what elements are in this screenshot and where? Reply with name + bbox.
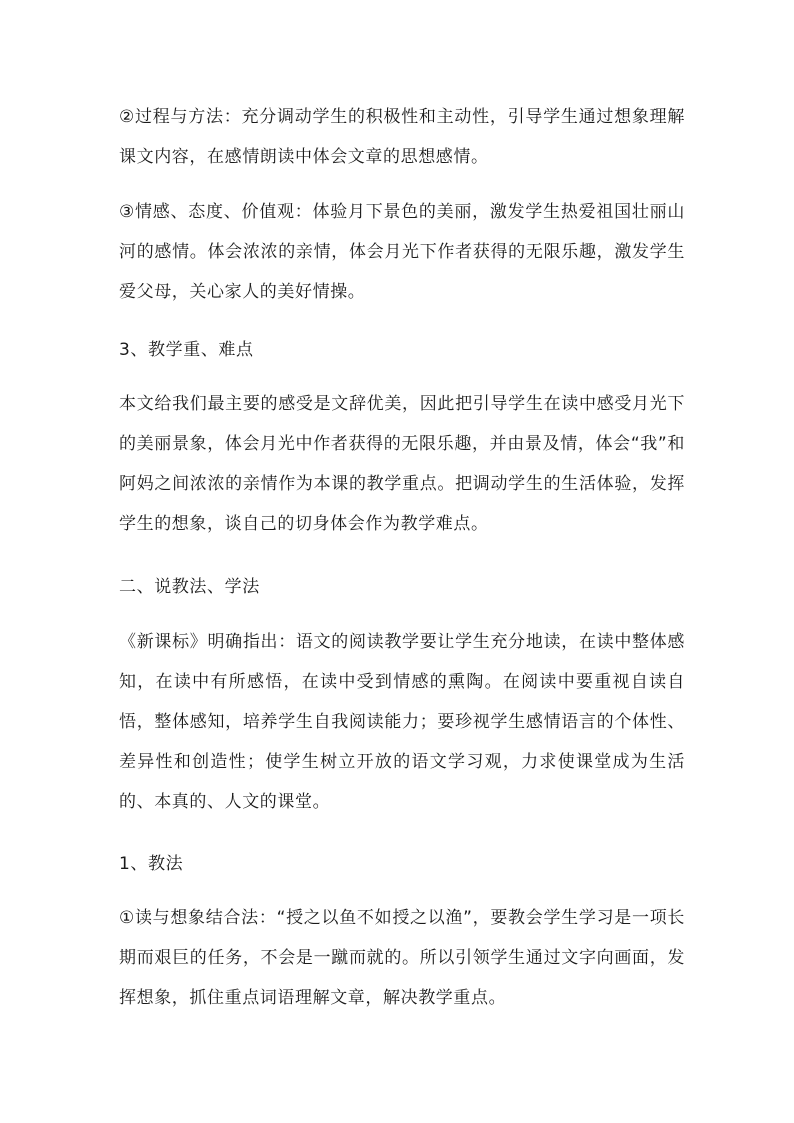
paragraph-process-and-method: ②过程与方法：充分调动学生的积极性和主动性，引导学生通过想象理解课文内容，在感情朗读中体会文章的思想感情。: [119, 107, 685, 167]
paragraph-key-difficult-points: 本文给我们最主要的感受是文辞优美，因此把引导学生在读中感受月光下的美丽景象，体会月光中作者获得的无限乐趣，并由景及情，体会“我”和阿妈之间浓浓的亲情作为本课的教学重点。把调动学生的生活体验，发挥学生的想象，谈自己的切身体会作为教学难点。: [119, 394, 685, 534]
heading-teaching-key-difficult-points: 3、教学重、难点: [119, 340, 254, 360]
paragraph-emotion-attitude-values: ③情感、态度、价值观：体验月下景色的美丽，激发学生热爱祖国壮丽山河的感情。体会浓浓的亲情，体会月光下作者获得的无限乐趣，激发学生爱父母，关心家人的美好情操。: [119, 202, 685, 302]
paragraph-reading-imagination-method: ①读与想象结合法：“授之以鱼不如授之以渔”，要教会学生学习是一项长期而艰巨的任务，不会是一蹴而就的。所以引领学生通过文字向画面，发挥想象，抓住重点词语理解文章，解决教学重点。: [119, 908, 685, 1008]
paragraph-new-curriculum-standard: 《新课标》明确指出：语文的阅读教学要让学生充分地读，在读中整体感知，在读中有所感悟，在读中受到情感的熏陶。在阅读中要重视自读自悟，整体感知，培养学生自我阅读能力；要珍视学生感情语言的个体性、差异性和创造性；使学生树立开放的语文学习观，力求使课堂成为生活的、本真的、人文的课堂。: [119, 632, 685, 812]
heading-teaching-learning-methods: 二、说教法、学法: [119, 577, 260, 597]
heading-teaching-method: 1、教法: [119, 854, 184, 874]
